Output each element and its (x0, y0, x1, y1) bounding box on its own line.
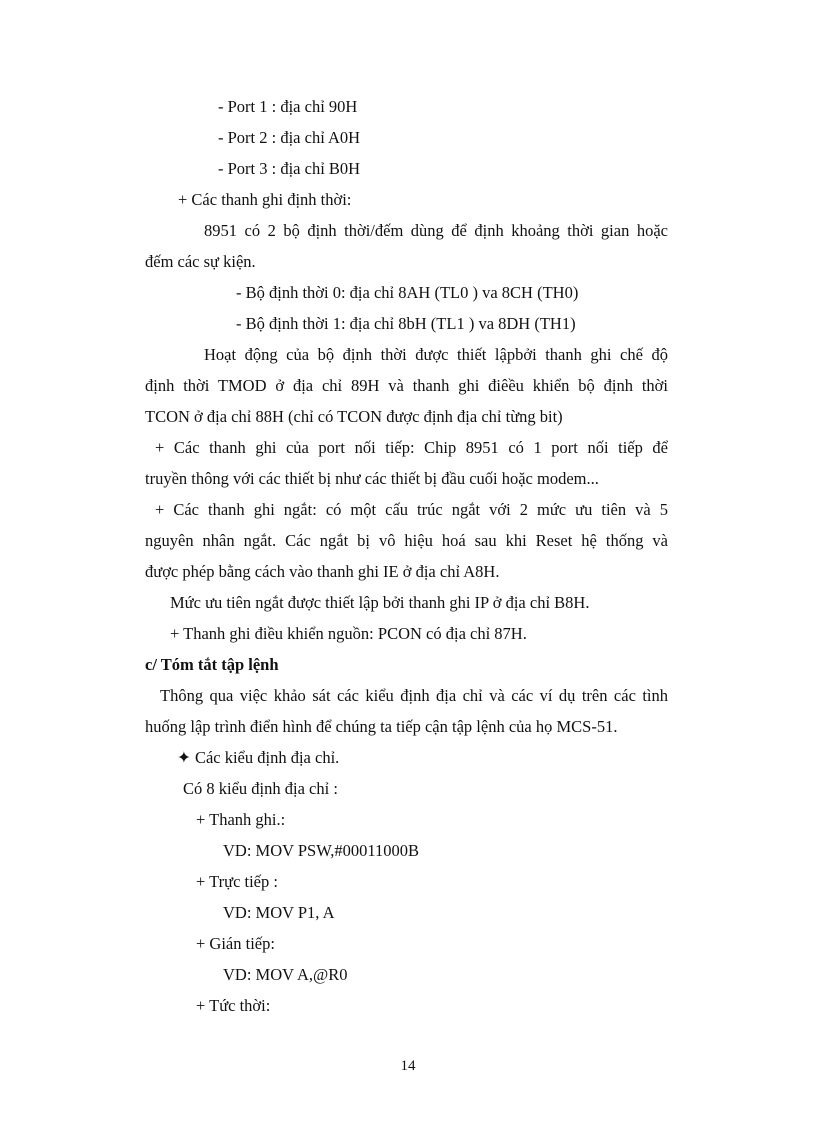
timer1-line: - Bộ định thời 1: địa chỉ 8bH (TL1 ) va 8DH (TH1) (236, 314, 576, 333)
timer-intro-line-2: đếm các sự kiện. (145, 252, 256, 271)
summary-line-1: Thông qua việc khảo sát các kiểu định địa chỉ và các ví dụ trên các tình (160, 686, 668, 705)
example-direct-line: VD: MOV P1, A (223, 903, 335, 922)
tmod-line-3: TCON ở địa chỉ 88H (chỉ có TCON được định địa chỉ từng bit) (145, 407, 563, 426)
pcon-line: + Thanh ghi điều khiển nguồn: PCON có địa chỉ 87H. (170, 624, 527, 643)
serial-port-line-2: truyền thông với các thiết bị như các thiết bị đầu cuối hoặc modem... (145, 469, 599, 488)
mode-direct-line: + Trực tiếp : (196, 872, 278, 891)
port2-line: - Port 2 : địa chỉ A0H (218, 128, 361, 147)
port3-line: - Port 3 : địa chỉ B0H (218, 159, 361, 178)
addressing-modes-heading: ✦ Các kiểu định địa chỉ. (177, 748, 340, 767)
tmod-line-1: Hoạt động của bộ định thời được thiết lậpbởi thanh ghi chế độ (204, 345, 668, 364)
timer0-line: - Bộ định thời 0: địa chỉ 8AH (TL0 ) va 8CH (TH0) (236, 283, 579, 302)
section-heading: c/ Tóm tắt tập lệnh (145, 655, 279, 674)
page-number: 14 (400, 1058, 416, 1074)
mode-register-line: + Thanh ghi.: (196, 810, 286, 829)
tmod-line-2: định thời TMOD ở địa chỉ 89H và thanh ghi điêều khiển bộ định thời (145, 376, 668, 395)
example-register-line: VD: MOV PSW,#00011000B (223, 841, 420, 860)
example-indirect-line: VD: MOV A,@R0 (223, 965, 348, 984)
eight-modes-line: Có 8 kiểu định địa chỉ : (183, 779, 338, 798)
interrupt-line-2: nguyên nhân ngắt. Các ngắt bị vô hiệu hoá sau khi Reset hệ thống và (145, 531, 668, 550)
interrupt-priority-line: Mức ưu tiên ngắt được thiết lập bởi thanh ghi IP ở địa chỉ B8H. (170, 593, 590, 612)
port1-line: - Port 1 : địa chỉ 90H (218, 97, 358, 116)
interrupt-line-1: + Các thanh ghi ngắt: có một cấu trúc ngắt với 2 mức ưu tiên và 5 (155, 500, 668, 519)
timer-registers-heading: + Các thanh ghi định thời: (178, 190, 352, 209)
interrupt-line-3: được phép bằng cách vào thanh ghi IE ở địa chỉ A8H. (145, 562, 500, 581)
timer-intro-line-1: 8951 có 2 bộ định thời/đếm dùng để định khoảng thời gian hoặc (204, 221, 668, 240)
mode-indirect-line: + Gián tiếp: (196, 934, 275, 953)
mode-immediate-line: + Tức thời: (196, 996, 271, 1015)
serial-port-line-1: + Các thanh ghi của port nối tiếp: Chip 8951 có 1 port nối tiếp để (155, 438, 668, 457)
summary-line-2: huống lập trình điển hình để chúng ta tiếp cận tập lệnh của họ MCS-51. (145, 717, 618, 736)
